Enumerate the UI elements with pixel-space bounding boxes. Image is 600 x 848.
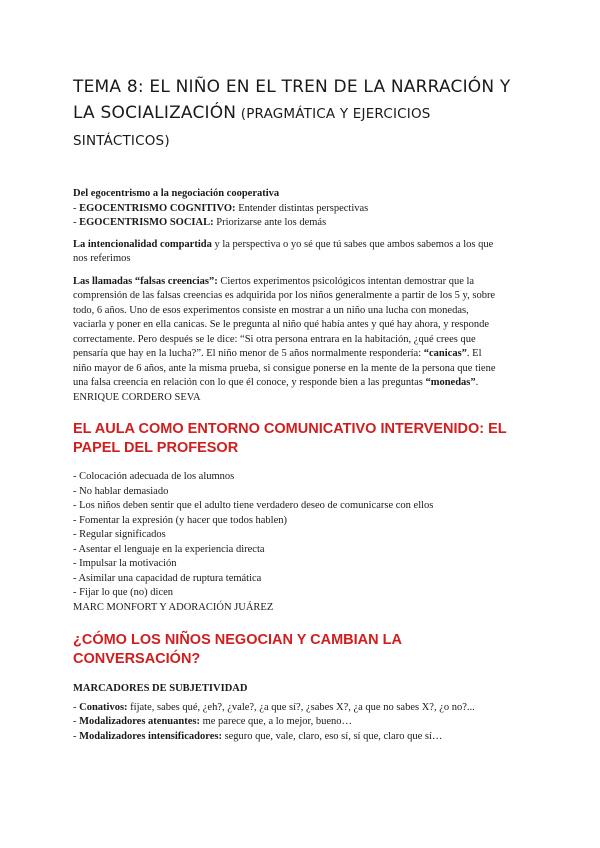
text: vaciarla y poner en ella canicas. Se le pregunta al niño qué había antes y qué hay ahora, y responde (73, 319, 490, 330)
term: EGOCENTRISMO COGNITIVO: (79, 202, 236, 214)
bullet-prefix: - (73, 716, 80, 727)
heading-line: PAPEL DEL PROFESOR (73, 440, 239, 456)
egocentrismo-heading: Del egocentrismo a la negociación cooperativa (73, 188, 280, 199)
text: comprensión de las falsas creencias es adquirida por los niños generalmente a partir de los 5 y, sobre (73, 290, 496, 301)
description: Entender distintas perspectivas (235, 202, 369, 214)
list-item (73, 730, 528, 745)
author-credit: ENRIQUE CORDERO SEVA (73, 391, 201, 403)
emphasis: “monedas” (425, 377, 476, 388)
list-item: - Fomentar la expresión (y hacer que todos hablen) (73, 514, 288, 526)
text: . El (466, 348, 482, 359)
text: Ciertos experimentos psicológicos intentan demostrar que la (217, 275, 475, 287)
egocentrismo-section (73, 187, 528, 231)
description: me parece que, a lo mejor, bueno… (199, 716, 353, 727)
term: Las llamadas “falsas creencias”: (73, 275, 218, 287)
text: nos referimos (73, 253, 131, 264)
falsas-creencias-paragraph (73, 275, 528, 406)
text: pensaría que hay en la lucha?”. El niño menor de 5 años normalmente respondería: (73, 348, 424, 359)
list-item: - Asentar el lenguaje en la experiencia directa (73, 543, 265, 555)
description: seguro que, vale, claro, eso sí, sí que, claro que sí… (221, 730, 443, 742)
bullet-prefix: - (73, 202, 80, 214)
marcadores-list (73, 701, 528, 745)
list-item: - Colocación adecuada de los alumnos (73, 471, 235, 482)
bullet-prefix: - (73, 701, 80, 713)
list-item (73, 715, 528, 730)
aula-list (73, 470, 528, 615)
term: La intencionalidad compartida (73, 238, 212, 250)
intencionalidad-paragraph (73, 238, 528, 267)
subheading-marcadores: MARCADORES DE SUBJETIVIDAD (73, 683, 248, 694)
author-credit: MARC MONFORT Y ADORACIÓN JUÁREZ (73, 601, 274, 613)
text: y la perspectiva o yo sé que tú sabes que ambos sabemos a los que (211, 238, 494, 250)
list-item: - Impulsar la motivación (73, 558, 177, 569)
section-heading-negocian: ¿CÓMO LOS NIÑOS NEGOCIAN Y CAMBIAN LA CONVERSACIÓN? (73, 632, 402, 667)
term: EGOCENTRISMO SOCIAL: (79, 217, 214, 228)
egocentrismo-item (73, 216, 528, 231)
text: niño mayor de 6 años, ante la misma prueba, si consigue ponerse en la mente de la persona que tiene (73, 362, 496, 374)
text: . (475, 377, 479, 388)
list-item: - No hablar demasiado (73, 485, 169, 497)
term: Modalizadores atenuantes: (79, 716, 200, 727)
text: todo, 6 años. Uno de esos experimentos consiste en mostrar a un niño una lucha con monedas, (73, 304, 469, 316)
list-item: - Regular significados (73, 529, 166, 540)
page-title (73, 0, 528, 154)
term: Modalizadores intensificadores: (79, 730, 222, 742)
text: una falsa creencia en relación con lo que él conoce, y responde bien a las preguntas (73, 377, 426, 388)
bullet-prefix: - (73, 730, 80, 742)
term: Conativos: (79, 701, 128, 713)
title-line-2: LA SOCIALIZACIÓN (73, 103, 237, 123)
list-item: - Los niños deben sentir que el adulto tiene verdadero deseo de comunicarse con ellos (73, 500, 434, 511)
section-heading-aula (73, 420, 528, 458)
list-item: - Asimilar una capacidad de ruptura temática (73, 572, 262, 584)
list-item (73, 701, 528, 716)
text: correctamente. Pero después se le dice: “Si otra persona entrara en la habitación, ¿qué crees que (73, 333, 476, 345)
heading-line: EL AULA COMO ENTORNO COMUNICATIVO INTERVENIDO: EL (73, 421, 507, 437)
egocentrismo-item (73, 202, 528, 217)
bullet-prefix: - (73, 217, 80, 228)
description: Priorizarse ante los demás (213, 217, 327, 228)
description: fíjate, sabes qué, ¿eh?, ¿vale?, ¿a que sí?, ¿sabes X?, ¿a que no sabes X?, ¿o no?... (127, 701, 475, 713)
list-item: - Fijar lo que (no) dicen (73, 587, 174, 598)
emphasis: “canicas” (423, 348, 467, 359)
title-line-1: TEMA 8: EL NIÑO EN EL TREN DE LA NARRACIÓN Y (73, 77, 511, 97)
title-subtitle: (PRAGMÁTICA Y EJERCICIOS SINTÁCTICOS) (73, 106, 431, 149)
